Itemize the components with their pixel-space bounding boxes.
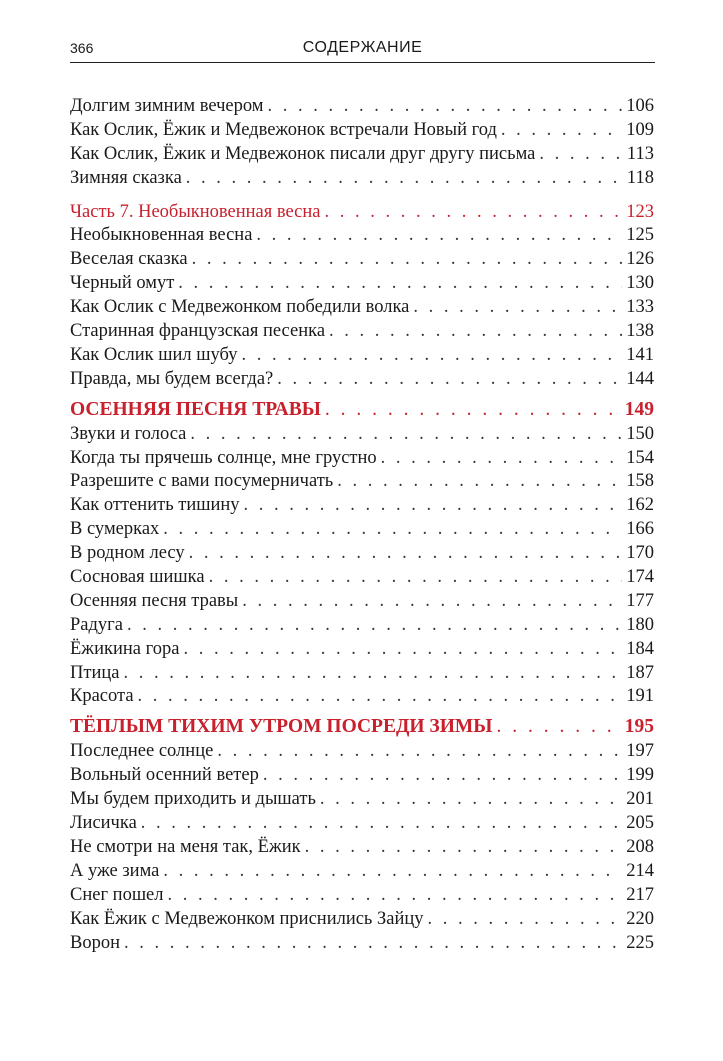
toc-entry bbox=[70, 860, 654, 884]
toc-entry bbox=[70, 614, 654, 638]
toc-entry bbox=[70, 167, 654, 191]
dot-leader bbox=[244, 494, 623, 518]
dot-leader bbox=[123, 662, 622, 686]
toc-title: Когда ты прячешь солнце, мне грустно bbox=[70, 447, 377, 468]
dot-leader bbox=[413, 296, 622, 320]
toc-entry bbox=[70, 932, 654, 956]
toc-page-number: 133 bbox=[626, 297, 654, 318]
dot-leader bbox=[178, 272, 622, 296]
toc-entry bbox=[70, 296, 654, 320]
toc-page-number: 162 bbox=[626, 495, 654, 516]
toc-page-number: 199 bbox=[626, 765, 654, 786]
toc-page-number: 208 bbox=[626, 836, 654, 857]
toc-page-number: 123 bbox=[626, 201, 654, 222]
toc-page-number: 125 bbox=[626, 225, 654, 246]
toc-page-number: 138 bbox=[626, 321, 654, 342]
dot-leader bbox=[163, 860, 622, 884]
toc-page-number: 166 bbox=[626, 519, 654, 540]
toc-entry bbox=[70, 685, 654, 709]
toc-entry bbox=[70, 344, 654, 368]
toc-entry bbox=[70, 447, 654, 471]
toc-title: Ёжикина гора bbox=[70, 638, 180, 659]
toc-entry bbox=[70, 423, 654, 447]
toc-entry bbox=[70, 470, 654, 494]
running-title: СОДЕРЖАНИЕ bbox=[302, 39, 423, 56]
dot-leader bbox=[263, 764, 622, 788]
dot-leader bbox=[277, 368, 622, 392]
toc-title: Часть 7. Необыкновенная весна bbox=[70, 201, 321, 222]
toc-entry bbox=[70, 95, 654, 119]
toc-title: Черный омут bbox=[70, 273, 175, 294]
toc-title: Старинная французская песенка bbox=[70, 321, 326, 342]
toc-entry bbox=[70, 248, 654, 272]
toc-page-number: 220 bbox=[626, 908, 654, 929]
toc-page-number: 150 bbox=[626, 423, 654, 444]
toc-entry bbox=[70, 764, 654, 788]
dot-leader bbox=[186, 167, 623, 191]
toc-entry bbox=[70, 518, 654, 542]
toc-page-number: 214 bbox=[626, 860, 654, 881]
toc-title: ТЁПЛЫМ ТИХИМ УТРОМ ПОСРЕДИ ЗИМЫ bbox=[70, 716, 493, 738]
toc-page-number: 205 bbox=[626, 813, 654, 834]
toc-entry bbox=[70, 320, 654, 344]
table-of-contents bbox=[70, 95, 654, 955]
toc-title: Осенняя песня травы bbox=[70, 590, 239, 611]
dot-leader bbox=[539, 143, 623, 167]
toc-page-number: 126 bbox=[626, 249, 654, 270]
toc-title: Звуки и голоса bbox=[70, 423, 187, 444]
toc-entry bbox=[70, 566, 654, 590]
toc-page-number: 174 bbox=[626, 567, 654, 588]
dot-leader bbox=[241, 344, 622, 368]
toc-title: Не смотри на меня так, Ёжик bbox=[70, 836, 301, 857]
toc-page-number: 149 bbox=[624, 398, 654, 420]
dot-leader bbox=[209, 566, 623, 590]
toc-entry bbox=[70, 368, 654, 392]
dot-leader bbox=[325, 201, 623, 225]
toc-entry bbox=[70, 740, 654, 764]
toc-page-number: 170 bbox=[626, 543, 654, 564]
toc-title: Веселая сказка bbox=[70, 249, 188, 270]
dot-leader bbox=[217, 740, 622, 764]
dot-leader bbox=[496, 715, 620, 739]
dot-leader bbox=[305, 836, 623, 860]
dot-leader bbox=[190, 423, 622, 447]
page-header bbox=[70, 38, 655, 63]
toc-page-number: 177 bbox=[626, 590, 654, 611]
toc-title: Зимняя сказка bbox=[70, 167, 182, 188]
dot-leader bbox=[168, 884, 623, 908]
dot-leader bbox=[267, 95, 622, 119]
toc-page-number: 113 bbox=[626, 143, 654, 164]
toc-entry bbox=[70, 638, 654, 662]
toc-title: Правда, мы будем всегда? bbox=[70, 368, 274, 389]
toc-title: А уже зима bbox=[70, 860, 160, 881]
page-number: 366 bbox=[70, 40, 94, 56]
toc-entry bbox=[70, 884, 654, 908]
toc-title: Вольный осенний ветер bbox=[70, 765, 259, 786]
toc-page-number: 141 bbox=[626, 344, 654, 365]
toc-page-number: 118 bbox=[626, 167, 654, 188]
toc-page-number: 187 bbox=[626, 662, 654, 683]
toc-title: Мы будем приходить и дышать bbox=[70, 789, 316, 810]
toc-section-heading bbox=[70, 398, 654, 423]
toc-page-number: 195 bbox=[624, 716, 654, 738]
toc-page-number: 158 bbox=[626, 471, 654, 492]
dot-leader bbox=[501, 119, 622, 143]
toc-title: Разрешите с вами посумерничать bbox=[70, 471, 334, 492]
toc-title: В родном лесу bbox=[70, 543, 185, 564]
dot-leader bbox=[428, 908, 623, 932]
toc-page-number: 191 bbox=[626, 686, 654, 707]
toc-entry bbox=[70, 494, 654, 518]
toc-page-number: 217 bbox=[626, 884, 654, 905]
toc-title: Лисичка bbox=[70, 813, 137, 834]
toc-title: Как Ослик с Медвежонком победили волка bbox=[70, 297, 410, 318]
toc-title: Как Ёжик с Медвежонком приснились Зайцу bbox=[70, 908, 424, 929]
toc-entry bbox=[70, 542, 654, 566]
toc-title: В сумерках bbox=[70, 519, 160, 540]
dot-leader bbox=[183, 638, 622, 662]
toc-title: Ворон bbox=[70, 932, 120, 953]
toc-title: Последнее солнце bbox=[70, 741, 214, 762]
toc-page-number: 197 bbox=[626, 741, 654, 762]
dot-leader bbox=[127, 614, 622, 638]
toc-page-number: 184 bbox=[626, 638, 654, 659]
dot-leader bbox=[138, 685, 623, 709]
toc-section-heading bbox=[70, 715, 654, 740]
toc-title: Как оттенить тишину bbox=[70, 495, 240, 516]
toc-page-number: 109 bbox=[626, 119, 654, 140]
toc-title: Долгим зимним вечером bbox=[70, 96, 264, 116]
dot-leader bbox=[192, 248, 623, 272]
dot-leader bbox=[189, 542, 623, 566]
toc-entry bbox=[70, 590, 654, 614]
dot-leader bbox=[329, 320, 622, 344]
toc-entry bbox=[70, 836, 654, 860]
dot-leader bbox=[256, 224, 622, 248]
toc-entry bbox=[70, 908, 654, 932]
toc-title: Как Ослик шил шубу bbox=[70, 344, 238, 365]
toc-title: Снег пошел bbox=[70, 884, 164, 905]
toc-title: Как Ослик, Ёжик и Медвежонок писали друг другу письма bbox=[70, 143, 536, 164]
toc-title: Красота bbox=[70, 686, 134, 707]
toc-part-heading bbox=[70, 201, 654, 225]
toc-entry bbox=[70, 272, 654, 296]
toc-page-number: 201 bbox=[626, 789, 654, 810]
toc-page-number: 154 bbox=[626, 447, 654, 468]
dot-leader bbox=[242, 590, 622, 614]
toc-entry bbox=[70, 662, 654, 686]
dot-leader bbox=[381, 447, 623, 471]
toc-title: Необыкновенная весна bbox=[70, 225, 253, 246]
toc-page-number: 106 bbox=[626, 96, 654, 116]
dot-leader bbox=[163, 518, 622, 542]
dot-leader bbox=[320, 788, 622, 812]
toc-entry bbox=[70, 119, 654, 143]
dot-leader bbox=[141, 812, 622, 836]
toc-title: Птица bbox=[70, 662, 120, 683]
dot-leader bbox=[124, 932, 622, 956]
dot-leader bbox=[337, 470, 622, 494]
toc-page-number: 144 bbox=[626, 368, 654, 389]
toc-title: Сосновая шишка bbox=[70, 567, 205, 588]
toc-title: Как Ослик, Ёжик и Медвежонок встречали Новый год bbox=[70, 119, 497, 140]
toc-entry bbox=[70, 224, 654, 248]
dot-leader bbox=[325, 398, 621, 422]
toc-page-number: 225 bbox=[626, 932, 654, 953]
toc-title: ОСЕННЯЯ ПЕСНЯ ТРАВЫ bbox=[70, 398, 321, 420]
toc-title: Радуга bbox=[70, 614, 123, 635]
toc-entry bbox=[70, 143, 654, 167]
toc-entry bbox=[70, 812, 654, 836]
toc-page-number: 130 bbox=[626, 273, 654, 294]
toc-entry bbox=[70, 788, 654, 812]
toc-page-number: 180 bbox=[626, 614, 654, 635]
